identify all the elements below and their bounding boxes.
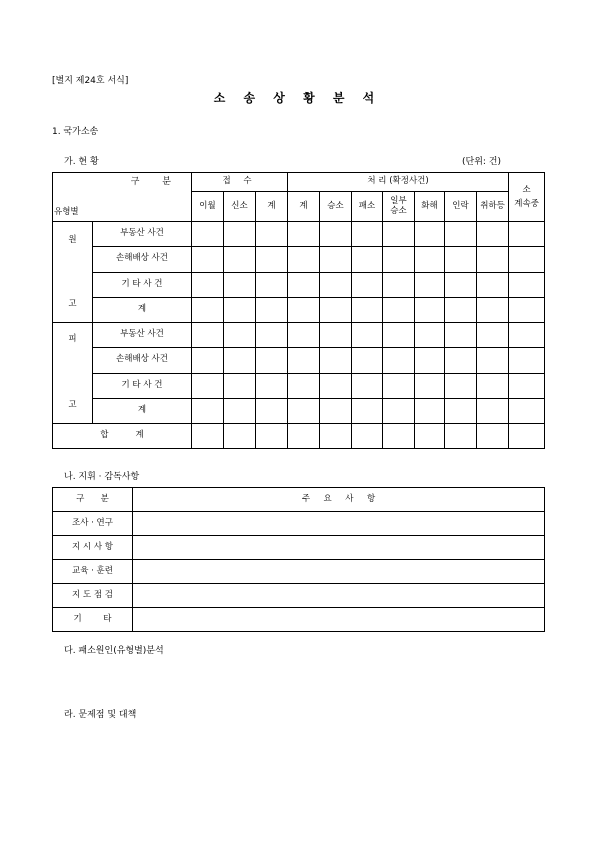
row-label: 계 xyxy=(93,297,192,322)
col-reception-total: 계 xyxy=(256,192,288,222)
row-label: 기 타 사 건 xyxy=(93,373,192,398)
document-title: 소 송 상 황 분 석 xyxy=(213,91,382,105)
plaintiff-label-bottom: 고 xyxy=(68,299,77,309)
header-main-items: 주 요 사 항 xyxy=(133,488,545,512)
header-gubun: 구 분 xyxy=(130,177,181,187)
row-label: 조사 · 연구 xyxy=(53,512,133,536)
row-label: 손해배상 사건 xyxy=(93,247,192,272)
plaintiff-label-top: 원 xyxy=(68,235,77,245)
header-pending-top: 소 xyxy=(522,184,531,195)
col-withdrawal: 취하등 xyxy=(477,192,509,222)
row-label: 기 타 사 건 xyxy=(93,272,192,297)
subsection-c-heading: 다. 패소원인(유형별)분석 xyxy=(64,646,164,656)
header-processing: 처 리 (확정사건) xyxy=(288,173,509,192)
row-label: 지 도 점 검 xyxy=(53,584,133,608)
col-acceptance: 인락 xyxy=(445,192,477,222)
row-label: 부동산 사건 xyxy=(93,222,192,247)
col-settlement: 화해 xyxy=(415,192,445,222)
form-number-label: [별지 제24호 서식] xyxy=(52,76,129,86)
plaintiff-label-cell xyxy=(53,222,93,323)
col-win: 승소 xyxy=(320,192,352,222)
row-label: 교육 · 훈련 xyxy=(53,560,133,584)
defendant-label-bottom: 고 xyxy=(68,400,77,410)
col-carryover: 이월 xyxy=(192,192,224,222)
row-label: 지 시 사 항 xyxy=(53,536,133,560)
section-1-heading: 1. 국가소송 xyxy=(52,127,99,137)
header-pending-bottom: 계속중 xyxy=(514,199,539,209)
grand-total-label: 합 계 xyxy=(53,424,192,449)
col-processing-total: 계 xyxy=(288,192,320,222)
col-partial-win: 일부 승소 xyxy=(383,192,415,222)
unit-label: (단위: 건) xyxy=(462,157,501,167)
row-label: 손해배상 사건 xyxy=(93,348,192,373)
subsection-b-heading: 나. 지휘 · 감독사항 xyxy=(64,472,140,482)
header-pending-cell xyxy=(509,173,545,222)
subsection-a-heading: 가. 현 황 xyxy=(64,157,99,167)
col-new-suit: 신소 xyxy=(224,192,256,222)
col-loss: 패소 xyxy=(352,192,383,222)
defendant-label-top: 피 xyxy=(68,334,77,344)
header-reception: 접 수 xyxy=(192,173,288,192)
header-type: 유형별 xyxy=(54,207,79,218)
subsection-d-heading: 라. 문제점 및 대책 xyxy=(64,710,137,720)
supervision-table xyxy=(52,487,545,632)
defendant-label-cell xyxy=(53,323,93,424)
row-label: 기 타 xyxy=(53,608,133,632)
litigation-status-table xyxy=(52,172,545,449)
row-label: 부동산 사건 xyxy=(93,323,192,348)
header-gubun: 구 분 xyxy=(53,488,133,512)
row-label: 계 xyxy=(93,398,192,423)
header-gubun-cell xyxy=(53,173,192,222)
